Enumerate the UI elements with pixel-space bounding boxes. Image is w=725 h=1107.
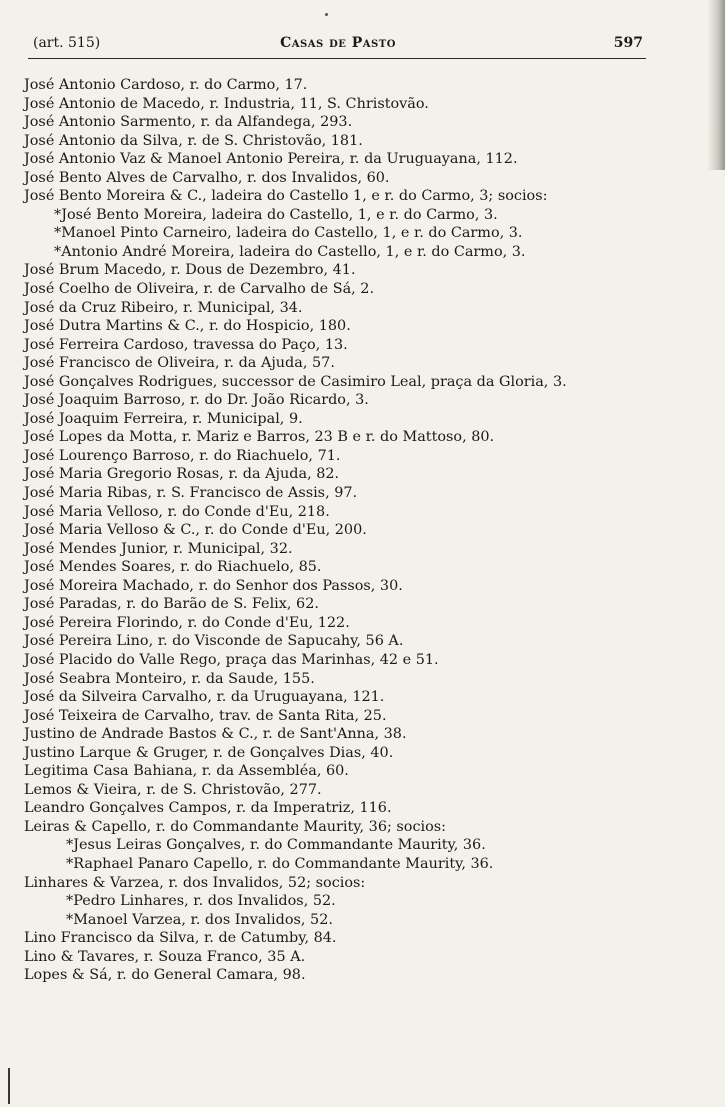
directory-entry: Lemos & Vieira, r. de S. Christovão, 277. — [24, 781, 322, 798]
directory-entry: José Mendes Soares, r. do Riachuelo, 85. — [24, 559, 322, 576]
partner-entry: *Raphael Panaro Capello, r. do Commandante Maurity, 36. — [66, 855, 494, 872]
partner-entry: *Manoel Varzea, r. dos Invalidos, 52. — [66, 911, 333, 928]
page-edge-shadow — [707, 0, 725, 170]
directory-entry: Justino de Andrade Bastos & C., r. de Sant'Anna, 38. — [24, 726, 407, 743]
directory-entry: José Seabra Monteiro, r. da Saude, 155. — [24, 670, 315, 687]
directory-entry: José Pereira Florindo, r. do Conde d'Eu, 122. — [24, 614, 350, 631]
directory-entries — [24, 76, 704, 985]
directory-entry: José Joaquim Barroso, r. do Dr. João Ricardo, 3. — [24, 392, 369, 409]
directory-entry: José Placido do Valle Rego, praça das Marinhas, 42 e 51. — [24, 651, 439, 668]
partner-entry: *Pedro Linhares, r. dos Invalidos, 52. — [66, 893, 336, 910]
partner-entry: *Manoel Pinto Carneiro, ladeira do Castello, 1, e r. do Carmo, 3. — [54, 225, 523, 242]
page-number: 597 — [613, 35, 643, 51]
directory-entry: Lopes & Sá, r. do General Camara, 98. — [24, 967, 306, 984]
directory-entry: José Paradas, r. do Barão de S. Felix, 62. — [24, 596, 319, 613]
directory-entry: José Pereira Lino, r. do Visconde de Sapucahy, 56 A. — [24, 633, 404, 650]
directory-entry: José Francisco de Oliveira, r. da Ajuda, 57. — [24, 355, 335, 372]
directory-entry: José Coelho de Oliveira, r. de Carvalho de Sá, 2. — [24, 281, 375, 298]
directory-entry: José da Cruz Ribeiro, r. Municipal, 34. — [24, 299, 303, 316]
directory-entry: José Moreira Machado, r. do Senhor dos Passos, 30. — [24, 577, 403, 594]
directory-entry: Lino Francisco da Silva, r. de Catumby, 84. — [24, 930, 337, 947]
directory-entry: José Brum Macedo, r. Dous de Dezembro, 41. — [24, 262, 356, 279]
directory-entry: José Maria Velloso & C., r. do Conde d'Eu, 200. — [24, 522, 367, 539]
article-reference: (art. 515) — [33, 35, 101, 51]
directory-entry: Justino Larque & Gruger, r. de Gonçalves Dias, 40. — [24, 744, 394, 761]
directory-entry: José Antonio Sarmento, r. da Alfandega, 293. — [24, 114, 353, 131]
directory-entry: Leiras & Capello, r. do Commandante Maurity, 36; socios: — [24, 818, 447, 835]
directory-entry: Lino & Tavares, r. Souza Franco, 35 A. — [24, 948, 306, 965]
directory-entry: José Lourenço Barroso, r. do Riachuelo, 71. — [24, 447, 341, 464]
print-speck — [325, 13, 328, 16]
section-title: Casas de Pasto — [280, 35, 396, 51]
partner-entry: *Jesus Leiras Gonçalves, r. do Commandante Maurity, 36. — [66, 837, 486, 854]
directory-entry: José Bento Moreira & C., ladeira do Castello 1, e r. do Carmo, 3; socios: — [24, 188, 548, 205]
directory-entry: José Teixeira de Carvalho, trav. de Santa Rita, 25. — [24, 707, 387, 724]
directory-entry: José Lopes da Motta, r. Mariz e Barros, 23 B e r. do Mattoso, 80. — [24, 429, 495, 446]
directory-entry: José Maria Velloso, r. do Conde d'Eu, 218. — [24, 503, 330, 520]
directory-entry: José Antonio da Silva, r. de S. Christovão, 181. — [24, 132, 363, 149]
directory-entry: José Maria Gregorio Rosas, r. da Ajuda, 82. — [24, 466, 340, 483]
running-header — [33, 35, 643, 55]
directory-entry: Legitima Casa Bahiana, r. da Assembléa, 60. — [24, 763, 349, 780]
directory-entry: José Maria Ribas, r. S. Francisco de Assis, 97. — [24, 485, 358, 502]
directory-entry: Linhares & Varzea, r. dos Invalidos, 52; socios: — [24, 874, 366, 891]
partner-entry: *Antonio André Moreira, ladeira do Castello, 1, e r. do Carmo, 3. — [54, 243, 526, 260]
directory-entry: José Dutra Martins & C., r. do Hospicio, 180. — [24, 318, 351, 335]
directory-entry: José Ferreira Cardoso, travessa do Paço, 13. — [24, 336, 348, 353]
directory-entry: José Antonio Cardoso, r. do Carmo, 17. — [24, 77, 308, 93]
binding-mark — [8, 1068, 10, 1104]
directory-entry: José Gonçalves Rodrigues, successor de Casimiro Leal, praça da Gloria, 3. — [24, 373, 567, 390]
directory-entry: José Antonio Vaz & Manoel Antonio Pereira, r. da Uruguayana, 112. — [24, 151, 518, 168]
directory-entry: José Joaquim Ferreira, r. Municipal, 9. — [24, 410, 303, 427]
directory-entry: José Mendes Junior, r. Municipal, 32. — [24, 540, 293, 557]
header-rule — [28, 58, 646, 59]
directory-entry: José Bento Alves de Carvalho, r. dos Invalidos, 60. — [24, 169, 390, 186]
directory-entry: Leandro Gonçalves Campos, r. da Imperatriz, 116. — [24, 800, 392, 817]
partner-entry: *José Bento Moreira, ladeira do Castello, 1, e r. do Carmo, 3. — [54, 206, 498, 223]
directory-entry: José Antonio de Macedo, r. Industria, 11, S. Christovão. — [24, 95, 429, 112]
directory-entry: José da Silveira Carvalho, r. da Uruguayana, 121. — [24, 689, 385, 706]
